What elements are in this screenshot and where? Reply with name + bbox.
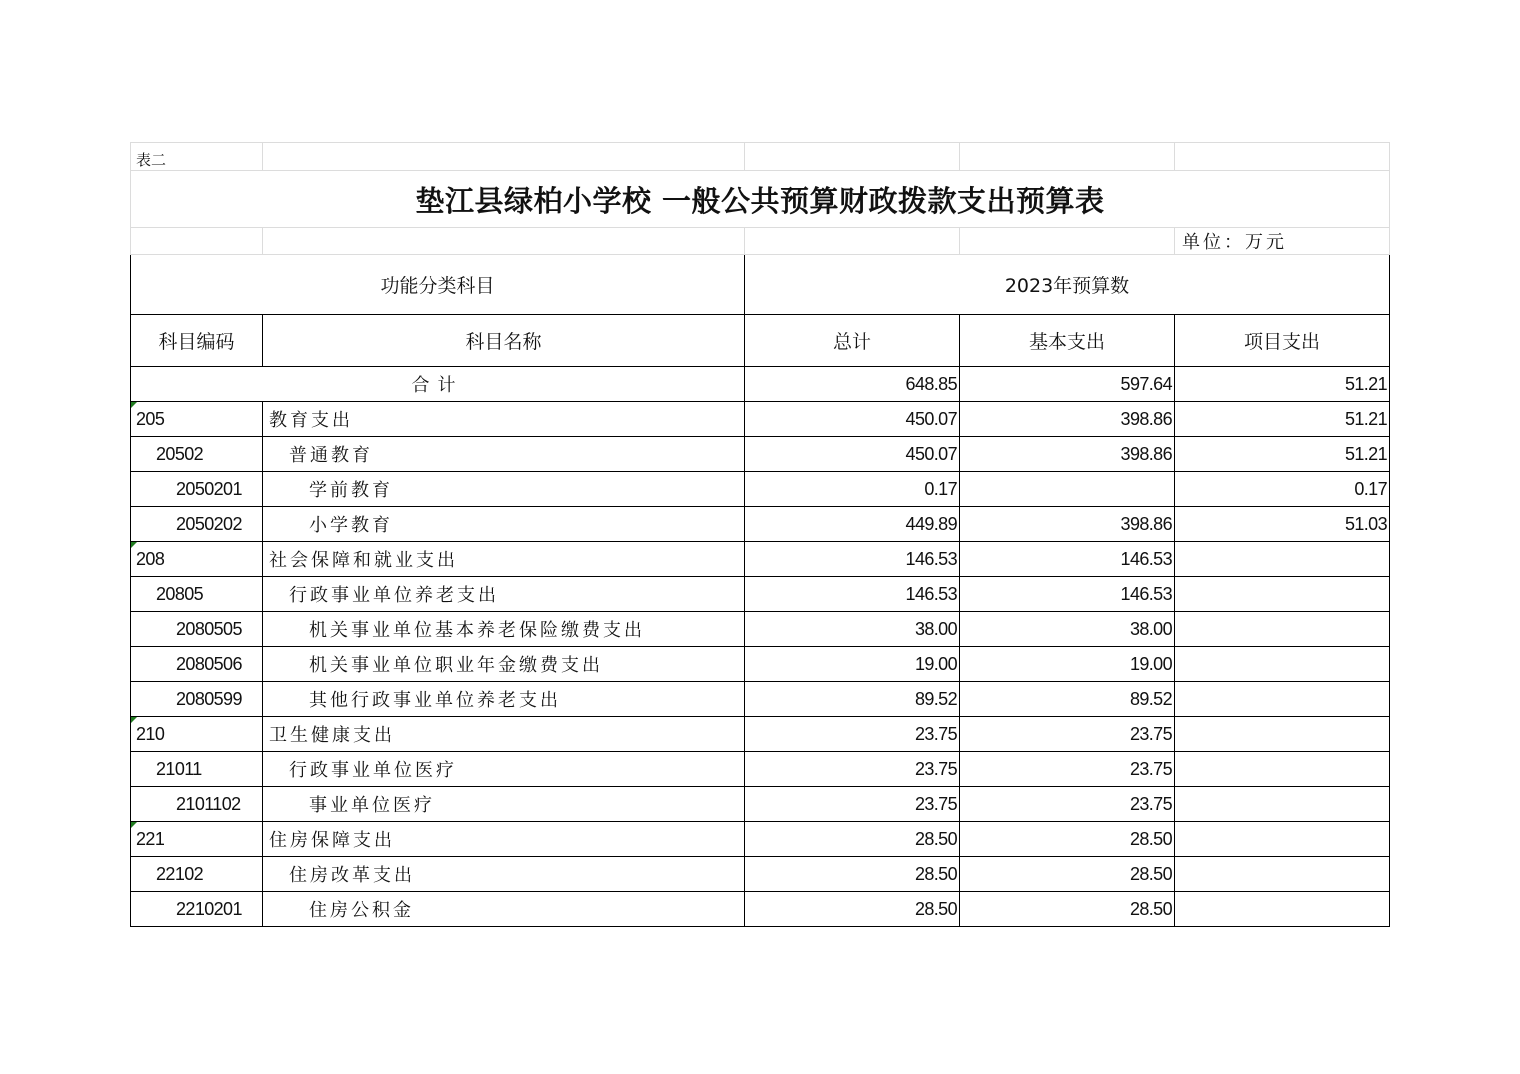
row-total: 89.52 [745,682,960,717]
cell-comment-marker [131,822,137,828]
row-name: 住房改革支出 [263,857,745,892]
row-name: 机关事业单位基本养老保险缴费支出 [263,612,745,647]
row-basic: 398.86 [960,402,1175,437]
table-row [131,857,1390,892]
table-row [131,892,1390,927]
row-name: 社会保障和就业支出 [263,542,745,577]
row-basic: 19.00 [960,647,1175,682]
row-total: 28.50 [745,892,960,927]
row-basic: 28.50 [960,857,1175,892]
budget-sheet [130,142,1389,927]
table-row [131,717,1390,752]
row-project [1175,682,1390,717]
table-row [131,507,1390,542]
table-row [131,822,1390,857]
row-total: 28.50 [745,822,960,857]
row-code: 210 [131,717,263,752]
row-basic: 23.75 [960,752,1175,787]
table-row [131,612,1390,647]
header-name: 科目名称 [263,315,745,367]
table-row [131,682,1390,717]
row-total: 450.07 [745,437,960,472]
row-basic [960,472,1175,507]
row-name: 学前教育 [263,472,745,507]
row-basic: 23.75 [960,787,1175,822]
table-row [131,752,1390,787]
row-total: 28.50 [745,857,960,892]
table-row [131,472,1390,507]
row-total: 450.07 [745,402,960,437]
row-project: 51.21 [1175,437,1390,472]
row-project [1175,857,1390,892]
row-name: 住房保障支出 [263,822,745,857]
row-code: 2050201 [131,472,263,507]
row-basic: 146.53 [960,577,1175,612]
row-basic: 28.50 [960,822,1175,857]
row-project [1175,577,1390,612]
row-code: 221 [131,822,263,857]
table-row [131,787,1390,822]
table-row [131,402,1390,437]
budget-table [130,142,1390,927]
total-label: 合计 [131,367,745,402]
row-name: 事业单位医疗 [263,787,745,822]
row-name: 行政事业单位养老支出 [263,577,745,612]
row-basic: 23.75 [960,717,1175,752]
total-basic: 597.64 [960,367,1175,402]
row-basic: 28.50 [960,892,1175,927]
row-code: 20805 [131,577,263,612]
row-code: 2210201 [131,892,263,927]
row-total: 23.75 [745,787,960,822]
row-code: 2080506 [131,647,263,682]
total-project: 51.21 [1175,367,1390,402]
row-name: 行政事业单位医疗 [263,752,745,787]
row-project [1175,542,1390,577]
row-name: 其他行政事业单位养老支出 [263,682,745,717]
row-code: 2050202 [131,507,263,542]
row-name: 住房公积金 [263,892,745,927]
row-total: 38.00 [745,612,960,647]
header-project: 项目支出 [1175,315,1390,367]
table-row [131,542,1390,577]
row-project: 51.21 [1175,402,1390,437]
row-name: 小学教育 [263,507,745,542]
table-row [131,437,1390,472]
row-basic: 89.52 [960,682,1175,717]
row-code: 20502 [131,437,263,472]
row-name: 教育支出 [263,402,745,437]
header-code: 科目编码 [131,315,263,367]
row-project [1175,787,1390,822]
header-budget-year: 2023年预算数 [745,255,1390,315]
row-name: 卫生健康支出 [263,717,745,752]
row-total: 19.00 [745,647,960,682]
sheet-tag: 表二 [131,143,263,171]
row-code: 21011 [131,752,263,787]
header-function-category: 功能分类科目 [131,255,745,315]
row-project: 51.03 [1175,507,1390,542]
row-project [1175,717,1390,752]
row-code: 2080505 [131,612,263,647]
row-code: 208 [131,542,263,577]
page-title: 垫江县绿柏小学校 一般公共预算财政拨款支出预算表 [131,171,1390,228]
row-code: 22102 [131,857,263,892]
row-name: 机关事业单位职业年金缴费支出 [263,647,745,682]
row-total: 146.53 [745,542,960,577]
unit-label: 单位：万元 [1175,228,1390,255]
table-row [131,647,1390,682]
row-code: 205 [131,402,263,437]
total-row [131,367,1390,402]
cell-comment-marker [131,542,137,548]
row-total: 146.53 [745,577,960,612]
row-project [1175,752,1390,787]
header-basic: 基本支出 [960,315,1175,367]
table-row [131,577,1390,612]
cell-comment-marker [131,717,137,723]
row-basic: 38.00 [960,612,1175,647]
total-sum: 648.85 [745,367,960,402]
row-code: 2080599 [131,682,263,717]
row-project [1175,647,1390,682]
row-total: 449.89 [745,507,960,542]
row-project [1175,612,1390,647]
row-basic: 398.86 [960,507,1175,542]
row-basic: 146.53 [960,542,1175,577]
row-project [1175,892,1390,927]
header-total: 总计 [745,315,960,367]
row-total: 23.75 [745,717,960,752]
row-total: 23.75 [745,752,960,787]
row-name: 普通教育 [263,437,745,472]
row-project: 0.17 [1175,472,1390,507]
cell-comment-marker [131,402,137,408]
row-total: 0.17 [745,472,960,507]
row-basic: 398.86 [960,437,1175,472]
row-project [1175,822,1390,857]
row-code: 2101102 [131,787,263,822]
